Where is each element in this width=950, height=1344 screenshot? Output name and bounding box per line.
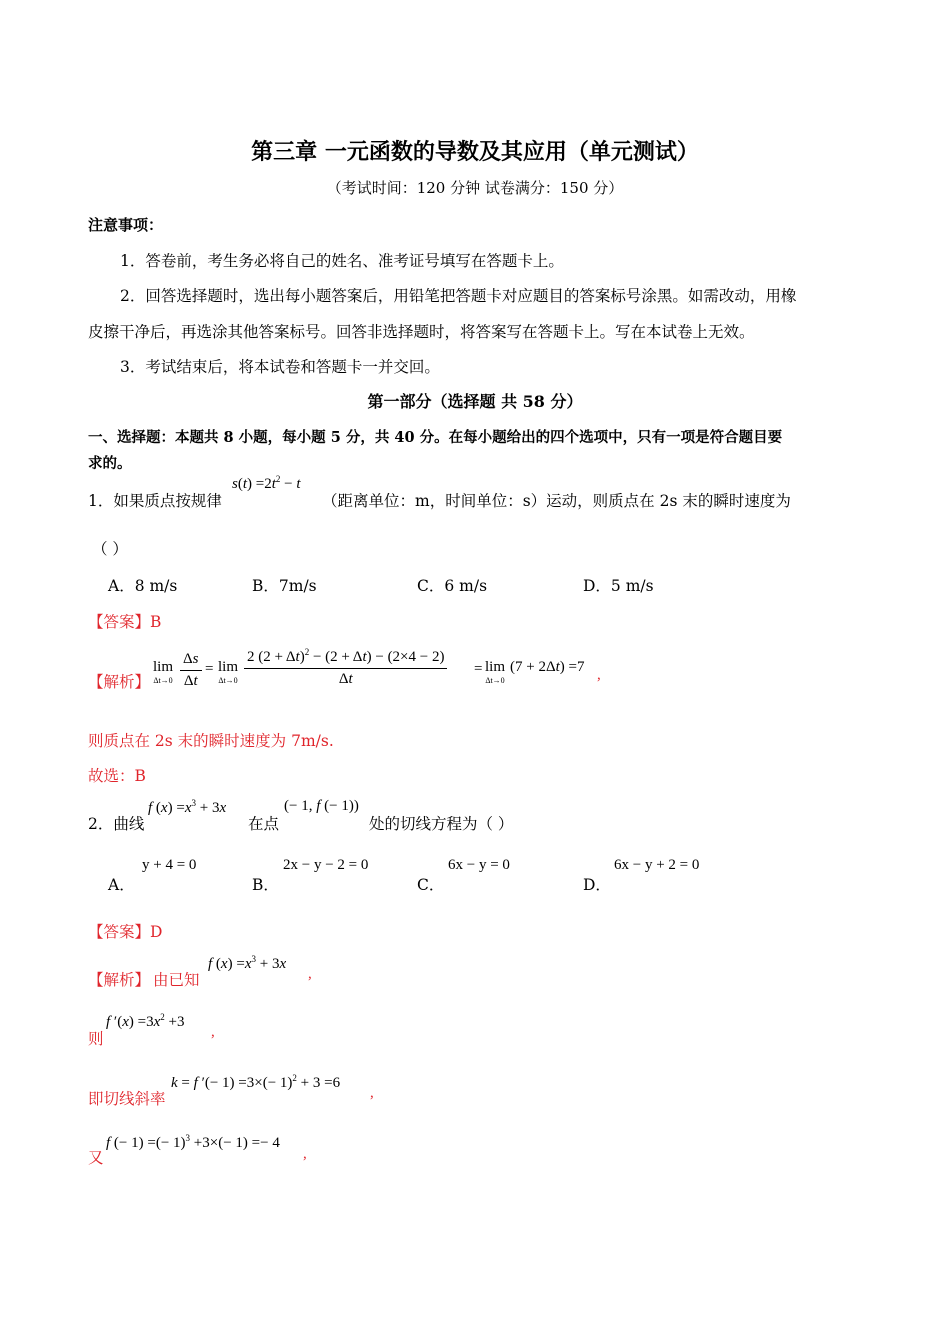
q2-option-d-expr: 6x − y + 2 = 0 — [614, 857, 700, 873]
q2-option-c-label: C． — [417, 876, 445, 894]
exam-info: （考试时间：120 分钟 试卷满分：150 分） — [326, 179, 624, 197]
q2-step3-formula: k = f ′(− $1) =3\times(- 1)^2 + 3 =6$ — [171, 1073, 341, 1091]
part1-heading: 第一部分（选择题 共 58 分） — [367, 392, 583, 411]
lim-symbol: lim Δt→0 — [218, 659, 239, 685]
lim-symbol: lim Δt→0 — [153, 659, 174, 685]
q1-suffix: （距离单位：m，时间单位：s）运动，则质点在 2s 末的瞬时速度为 — [322, 492, 791, 510]
q1-prefix: 1．如果质点按规律 — [88, 492, 222, 510]
q2-func: f $(x) =x^3 + 3x$ — [148, 798, 227, 816]
section1-line1: 一、选择题：本题共 8 小题，每小题 5 分，共 40 分。在每小题给出的四个选项中，只有一项是符合题目要 — [88, 429, 783, 446]
q2-analysis-text1: 由已知 — [153, 971, 200, 989]
q1-formula: $s(t) =2t^2 - t$ — [232, 474, 301, 492]
q1-paren: （ ） — [92, 540, 128, 558]
q1-choose: 故选：B — [88, 767, 146, 785]
page-title: 第三章 一元函数的导数及其应用（单元测试） — [251, 139, 699, 165]
q2-step3-text: 即切线斜率 — [88, 1090, 166, 1108]
notice-heading: 注意事项： — [88, 216, 164, 234]
q2-mid: 在点 — [248, 815, 280, 833]
q2-option-a-label: A． — [108, 876, 135, 894]
q2-option-c-expr: 6x − y = 0 — [448, 857, 510, 873]
fraction-ds-dt: $\frac{\Delta s}{\Delta t}$ — [180, 651, 202, 690]
lim-symbol: lim Δt→0 — [485, 659, 506, 685]
q2-point: (− 1, f (− 1)) — [284, 798, 359, 814]
q2-answer: 【答案】D — [88, 923, 163, 941]
q1-option-d: D．5 m/s — [583, 577, 654, 595]
q2-option-d-label: D． — [583, 876, 611, 894]
notice-item-2-line1: 2．回答选择题时，选出每小题答案后，用铅笔把答题卡对应题目的答案标号涂黑。如需改动，用橡 — [120, 287, 797, 305]
q2-step4-formula: f (− 1) =(− 1)$^3$ +3×(− 1) =− 4 — [106, 1133, 280, 1151]
q2-prefix: 2．曲线 — [88, 815, 145, 833]
q2-analysis-label: 【解析】 — [88, 971, 151, 989]
q2-suffix: 处的切线方程为（ ） — [369, 815, 514, 833]
notice-item-1: 1．答卷前，考生务必将自己的姓名、准考证号填写在答题卡上。 — [120, 252, 564, 270]
q1-option-c: C．6 m/s — [417, 577, 488, 595]
notice-item-2-line2: 皮擦干净后，再选涂其他答案标号。回答非选择题时，将答案写在答题卡上。写在本试卷上无效。 — [88, 323, 755, 341]
section1-line2: 求的。 — [88, 455, 132, 472]
q1-analysis-label: 【解析】 — [88, 673, 151, 691]
q1-option-a: A．8 m/s — [108, 577, 178, 595]
q1-analysis-line2: 则质点在 2s 末的瞬时速度为 7m/s. — [88, 732, 334, 750]
q2-step4-text: 又 — [88, 1149, 104, 1167]
q2-step2-text: 则 — [88, 1030, 104, 1048]
q2-step2-formula: f $'(x) =3x^2 +3$ — [106, 1012, 185, 1030]
notice-item-3: 3．考试结束后，将本试卷和答题卡一并交回。 — [120, 358, 440, 376]
q2-option-b-expr: 2x − y − 2 = 0 — [283, 857, 369, 873]
q2-option-a-expr: y + 4 = 0 — [142, 857, 197, 873]
q2-option-b-label: B． — [252, 876, 279, 894]
q1-option-b: B．7m/s — [252, 577, 317, 595]
q1-answer: 【答案】B — [88, 613, 162, 631]
q2-analysis-formula1: f $(x) =x^3 + 3x$ — [208, 954, 287, 972]
fraction-main: $\frac{2 (2 + \Delta t)^2 - (2 + \Delta t) - (2\times 4 - 2)}{\Delta t}$ — [244, 647, 447, 688]
